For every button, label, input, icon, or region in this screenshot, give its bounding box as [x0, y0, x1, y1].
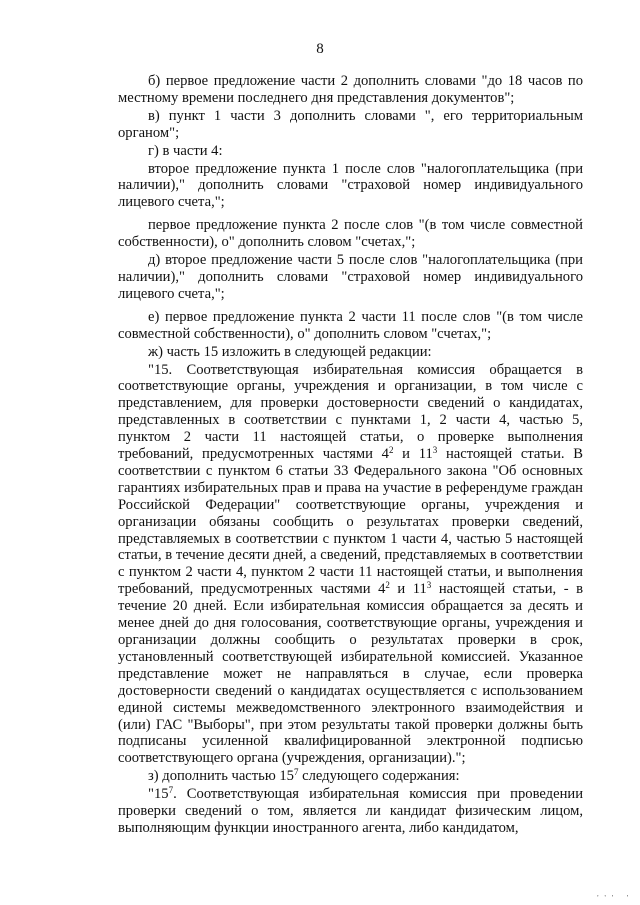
text-run: и 11: [389, 581, 427, 598]
text-run: г) в части 4:: [148, 142, 223, 159]
text-run: з) дополнить частью 15: [148, 768, 294, 785]
paragraph-g-2: [118, 217, 583, 251]
scan-corner-marks: ''' ': [597, 894, 634, 902]
text-run: ж) часть 15 изложить в следующей редакции:: [148, 343, 432, 360]
paragraph-d: [118, 252, 583, 303]
text-run: и 11: [393, 446, 433, 463]
text-run: второе предложение пункта 1 после слов "налогоплательщика (при наличии)," дополнить словами "страховой номер индивидуального лицевого счета,";: [118, 160, 583, 211]
text-run: е) первое предложение пункта 2 части 11 после слов "(в том числе совместной собственности), о" дополнить словом "счетах,";: [118, 308, 583, 342]
superscript: 7: [293, 767, 299, 778]
paragraph-e: [118, 309, 583, 343]
page-number: 8: [316, 41, 324, 57]
paragraph-g: [118, 143, 583, 160]
paragraph-b: [118, 73, 583, 107]
superscript: 2: [388, 445, 394, 456]
text-run: в) пункт 1 части 3 дополнить словами ", его территориальным органом";: [118, 107, 583, 141]
paragraph-zh: [118, 344, 583, 361]
text-run: д) второе предложение части 5 после слов "налогоплательщика (при наличии)," дополнить словами "страховой номер индивидуального лицевого счета,";: [118, 252, 583, 302]
superscript: 3: [426, 580, 432, 591]
paragraph-g-1: [118, 161, 583, 212]
superscript: 2: [385, 580, 390, 591]
text-run: "15: [148, 786, 169, 803]
text-run: . Соответствующая избирательная комиссия при проведении проверки сведений о том, является ли кандидат физическим лицом, выполняющим функции иностранного агента, либо кандидатом,: [118, 786, 583, 836]
text-run: следующего содержания:: [298, 768, 460, 785]
paragraph-v: [118, 108, 583, 142]
text-run: настоящей статьи. В соответствии с пунктом 6 статьи 33 Федерального закона "Об основных гарантиях избирательных прав и права на участие в референдуме граждан Российской Федерации" соответствующие органы, учреждения и организации обязаны сообщить о результатах проверки сведений, представляемых в соответствии с пунктом 1 части 4, частью 5 настоящей статьи, в течение десяти дней, а сведений, представляемых в соответствии с пунктом 2 части 4, пунктом 2 части 11 настоящей статьи, и выполнения требований, предусмотренных частями 4: [118, 446, 583, 598]
paragraph-part-15-7: [118, 786, 583, 837]
text-run: первое предложение пункта 2 после слов "(в том числе совместной собственности), о" дополнить словом "счетах,";: [118, 217, 583, 251]
text-run: б) первое предложение части 2 дополнить словами "до 18 часов по местному времени последнего дня представления документов";: [118, 73, 583, 106]
superscript: 3: [432, 445, 438, 456]
paragraph-z: [118, 768, 583, 785]
text-run: настоящей статьи, - в течение 20 дней. Если избирательная комиссия обращается за десять и менее дней до дня голосования, соответствующие органы, учреждения и организации должны сообщить о результатах проверки в срок, установленный соответствующей избирательной комиссией. Указанное представление может не направляться в случае, если проверка достоверности сведений о кандидатах осуществляется с использованием единой системы межведомственного электронного взаимодействия и (или) ГАС "Выборы", при этом результаты такой проверки должны быть подписаны усиленной квалифицированной электронной подписью соответствующего органа (учреждения, организации).";: [118, 581, 583, 767]
body-text: [118, 73, 583, 837]
text-run: "15. Соответствующая избирательная комиссия обращается в соответствующие органы, учреждения и организации, в том числе с представлением, для проверки достоверности сведений о кандидатах, представленных в соответствии с пунктами 1, 2 части 4, частью 5, пунктом 2 части 11 настоящей статьи, о проверке выполнения требований, предусмотренных частями 4: [118, 361, 583, 463]
paragraph-part-15: [118, 362, 583, 768]
superscript: 7: [168, 785, 174, 796]
